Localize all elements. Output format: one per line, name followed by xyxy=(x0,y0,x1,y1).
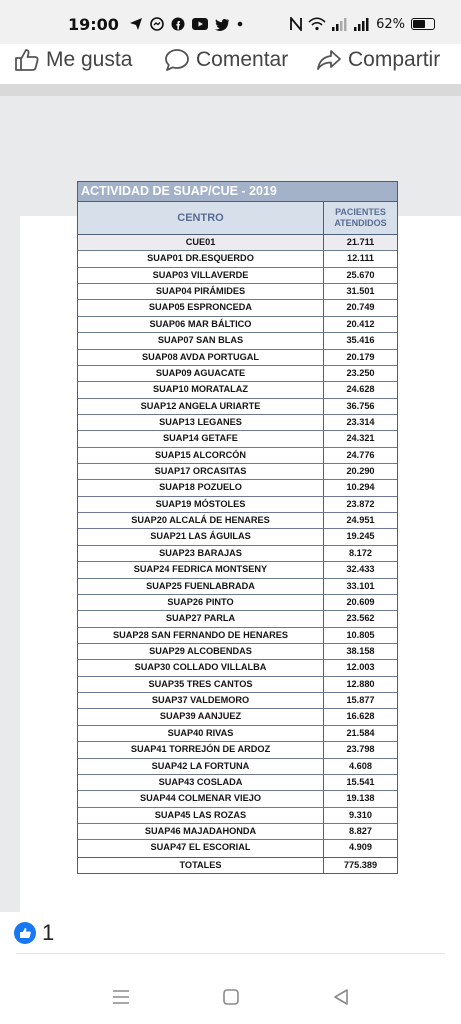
centro-cell: SUAP25 FUENLABRADA xyxy=(78,579,324,594)
table-row xyxy=(78,808,397,824)
table-row xyxy=(78,644,397,660)
pacientes-cell: 24.776 xyxy=(346,449,375,460)
table-row xyxy=(78,791,397,807)
centro-cell: SUAP44 COLMENAR VIEJO xyxy=(78,791,324,806)
column-header-pacientes-line1: PACIENTES xyxy=(335,207,386,217)
table-row xyxy=(78,759,397,775)
pacientes-cell: 31.501 xyxy=(346,286,375,297)
table-row xyxy=(78,415,397,431)
pacientes-cell: 12.880 xyxy=(346,678,375,689)
centro-cell: SUAP13 LEGANES xyxy=(78,415,324,430)
centro-cell: SUAP24 FEDRICA MONTSENY xyxy=(78,562,324,577)
centro-cell: SUAP08 AVDA PORTUGAL xyxy=(78,350,324,365)
centro-cell: SUAP35 TRES CANTOS xyxy=(78,677,324,692)
pacientes-cell: 12.003 xyxy=(346,662,375,673)
pacientes-cell: 25.670 xyxy=(346,269,375,280)
comment-button[interactable] xyxy=(164,48,288,72)
pacientes-cell: 23.798 xyxy=(346,744,375,755)
table-row xyxy=(78,775,397,791)
pacientes-cell: 4.909 xyxy=(349,842,372,853)
recent-apps-button[interactable] xyxy=(108,984,134,1010)
pacientes-cell: 24.628 xyxy=(346,384,375,395)
centro-cell: SUAP14 GETAFE xyxy=(78,431,324,446)
table-row xyxy=(78,284,397,300)
table-row xyxy=(78,726,397,742)
table-row xyxy=(78,251,397,267)
battery-text: 62% xyxy=(376,16,405,32)
divider xyxy=(16,953,445,954)
centro-cell: CUE01 xyxy=(78,235,324,250)
activity-table xyxy=(77,181,398,874)
table-row xyxy=(78,333,397,349)
table-row xyxy=(78,628,397,644)
pacientes-cell: 23.562 xyxy=(346,613,375,624)
centro-cell: SUAP05 ESPRONCEDA xyxy=(78,300,324,315)
centro-cell: SUAP21 LAS ÁGUILAS xyxy=(78,529,324,544)
column-header-pacientes-line2: ATENDIDOS xyxy=(334,218,387,228)
centro-cell: SUAP06 MAR BÁLTICO xyxy=(78,317,324,332)
post-action-bar xyxy=(0,44,461,76)
pacientes-cell: 33.101 xyxy=(346,580,375,591)
table-row xyxy=(78,595,397,611)
column-header-pacientes xyxy=(324,202,397,234)
table-row xyxy=(78,579,397,595)
pacientes-cell: 24.321 xyxy=(346,433,375,444)
share-label: Compartir xyxy=(348,48,441,71)
totals-label: TOTALES xyxy=(78,858,324,873)
table-row xyxy=(78,268,397,284)
pacientes-cell: 4.608 xyxy=(349,760,372,771)
pacientes-cell: 36.756 xyxy=(346,400,375,411)
dot-icon xyxy=(237,21,243,27)
centro-cell: SUAP46 MAJADAHONDA xyxy=(78,824,324,839)
centro-cell: SUAP10 MORATALAZ xyxy=(78,382,324,397)
table-row xyxy=(78,660,397,676)
table-row xyxy=(78,513,397,529)
centro-cell: SUAP40 RIVAS xyxy=(78,726,324,741)
table-row xyxy=(78,480,397,496)
messenger-icon xyxy=(150,17,164,31)
pacientes-cell: 20.609 xyxy=(346,596,375,607)
comment-icon xyxy=(164,48,190,72)
centro-cell: SUAP39 AANJUEZ xyxy=(78,709,324,724)
facebook-icon xyxy=(171,17,185,31)
centro-cell: SUAP45 LAS ROZAS xyxy=(78,808,324,823)
centro-cell: SUAP18 POZUELO xyxy=(78,480,324,495)
pacientes-cell: 24.951 xyxy=(346,515,375,526)
nfc-icon xyxy=(290,17,302,31)
comment-label: Comentar xyxy=(196,48,289,71)
pacientes-cell: 10.805 xyxy=(346,629,375,640)
table-row xyxy=(78,382,397,398)
centro-cell: SUAP43 COSLADA xyxy=(78,775,324,790)
feed-separator xyxy=(0,84,461,96)
status-bar xyxy=(0,0,461,48)
signal-icon xyxy=(332,18,348,31)
pacientes-cell: 23.250 xyxy=(346,367,375,378)
table-row xyxy=(78,431,397,447)
centro-cell: SUAP27 PARLA xyxy=(78,611,324,626)
pacientes-cell: 10.294 xyxy=(346,482,375,493)
table-row xyxy=(78,350,397,366)
centro-cell: SUAP19 MÓSTOLES xyxy=(78,497,324,512)
table-row xyxy=(78,464,397,480)
thumbs-up-icon xyxy=(14,48,40,72)
table-row xyxy=(78,824,397,840)
pacientes-cell: 21.711 xyxy=(346,237,375,247)
table-row xyxy=(78,742,397,758)
centro-cell: SUAP20 ALCALÁ DE HENARES xyxy=(78,513,324,528)
table-row xyxy=(78,709,397,725)
battery-level xyxy=(413,20,425,28)
pacientes-cell: 20.290 xyxy=(346,466,375,477)
totals-value: 775.389 xyxy=(343,859,378,870)
pacientes-cell: 38.158 xyxy=(346,645,375,656)
table-row xyxy=(78,546,397,562)
back-icon xyxy=(332,988,350,1006)
pacientes-cell: 8.827 xyxy=(349,825,372,836)
pacientes-cell: 32.433 xyxy=(346,564,375,575)
like-button[interactable] xyxy=(14,48,132,72)
reactions-summary[interactable] xyxy=(14,920,54,946)
send-icon xyxy=(129,17,143,31)
table-row xyxy=(78,840,397,856)
table-header xyxy=(78,201,397,234)
pacientes-cell: 23.872 xyxy=(346,498,375,509)
table-title: ACTIVIDAD DE SUAP/CUE - 2019 xyxy=(78,182,397,201)
centro-cell: SUAP07 SAN BLAS xyxy=(78,333,324,348)
pacientes-cell: 12.111 xyxy=(346,253,375,264)
table-row xyxy=(78,529,397,545)
centro-cell: SUAP28 SAN FERNANDO DE HENARES xyxy=(78,628,324,643)
pacientes-cell: 23.314 xyxy=(346,416,375,427)
pacientes-cell: 20.412 xyxy=(346,318,375,329)
table-row xyxy=(78,399,397,415)
centro-cell: SUAP47 EL ESCORIAL xyxy=(78,840,324,856)
table-row xyxy=(78,448,397,464)
status-time: 19:00 xyxy=(68,14,119,34)
centro-cell: SUAP37 VALDEMORO xyxy=(78,693,324,708)
table-row xyxy=(78,235,397,251)
centro-cell: SUAP29 ALCOBENDAS xyxy=(78,644,324,659)
system-nav-bar xyxy=(0,970,461,1024)
pacientes-cell: 9.310 xyxy=(349,809,372,820)
recent-apps-icon xyxy=(111,988,131,1006)
pacientes-cell: 21.584 xyxy=(346,727,375,738)
battery-icon xyxy=(411,18,435,30)
pacientes-cell: 20.749 xyxy=(346,302,375,313)
centro-cell: SUAP17 ORCASITAS xyxy=(78,464,324,479)
pacientes-cell: 19.245 xyxy=(346,531,375,542)
column-header-centro: CENTRO xyxy=(78,202,324,234)
centro-cell: SUAP41 TORREJÓN DE ARDOZ xyxy=(78,742,324,757)
pacientes-cell: 16.628 xyxy=(346,711,375,722)
signal-icon xyxy=(354,18,370,31)
pacientes-cell: 20.179 xyxy=(346,351,375,362)
home-icon xyxy=(222,988,240,1006)
wifi-icon xyxy=(308,17,326,31)
table-row xyxy=(78,562,397,578)
centro-cell: SUAP23 BARAJAS xyxy=(78,546,324,561)
centro-cell: SUAP03 VILLAVERDE xyxy=(78,268,324,283)
pacientes-cell: 35.416 xyxy=(346,335,375,346)
table-row xyxy=(78,677,397,693)
table-row xyxy=(78,300,397,316)
table-row xyxy=(78,317,397,333)
table-row xyxy=(78,366,397,382)
centro-cell: SUAP01 DR.ESQUERDO xyxy=(78,251,324,266)
centro-cell: SUAP04 PIRÁMIDES xyxy=(78,284,324,299)
table-row xyxy=(78,611,397,627)
pacientes-cell: 8.172 xyxy=(349,547,372,558)
table-totals-row xyxy=(78,857,397,873)
twitter-icon xyxy=(215,18,230,31)
pacientes-cell: 15.541 xyxy=(346,776,375,787)
home-button[interactable] xyxy=(218,984,244,1010)
share-icon xyxy=(316,48,342,72)
centro-cell: SUAP30 COLLADO VILLALBA xyxy=(78,660,324,675)
centro-cell: SUAP12 ANGELA URIARTE xyxy=(78,399,324,414)
centro-cell: SUAP26 PINTO xyxy=(78,595,324,610)
table-row xyxy=(78,693,397,709)
share-button[interactable] xyxy=(316,48,440,72)
status-icons-right xyxy=(290,17,435,32)
status-icons-left xyxy=(129,17,243,31)
youtube-icon xyxy=(192,18,208,30)
centro-cell: SUAP09 AGUACATE xyxy=(78,366,324,381)
like-reaction-icon xyxy=(14,922,36,944)
pacientes-cell: 15.877 xyxy=(346,695,375,706)
pacientes-cell: 19.138 xyxy=(346,793,375,804)
like-label: Me gusta xyxy=(46,48,133,71)
reaction-count: 1 xyxy=(42,920,55,945)
table-body xyxy=(78,234,397,857)
centro-cell: SUAP42 LA FORTUNA xyxy=(78,759,324,774)
back-button[interactable] xyxy=(328,984,354,1010)
table-row xyxy=(78,497,397,513)
centro-cell: SUAP15 ALCORCÓN xyxy=(78,448,324,463)
